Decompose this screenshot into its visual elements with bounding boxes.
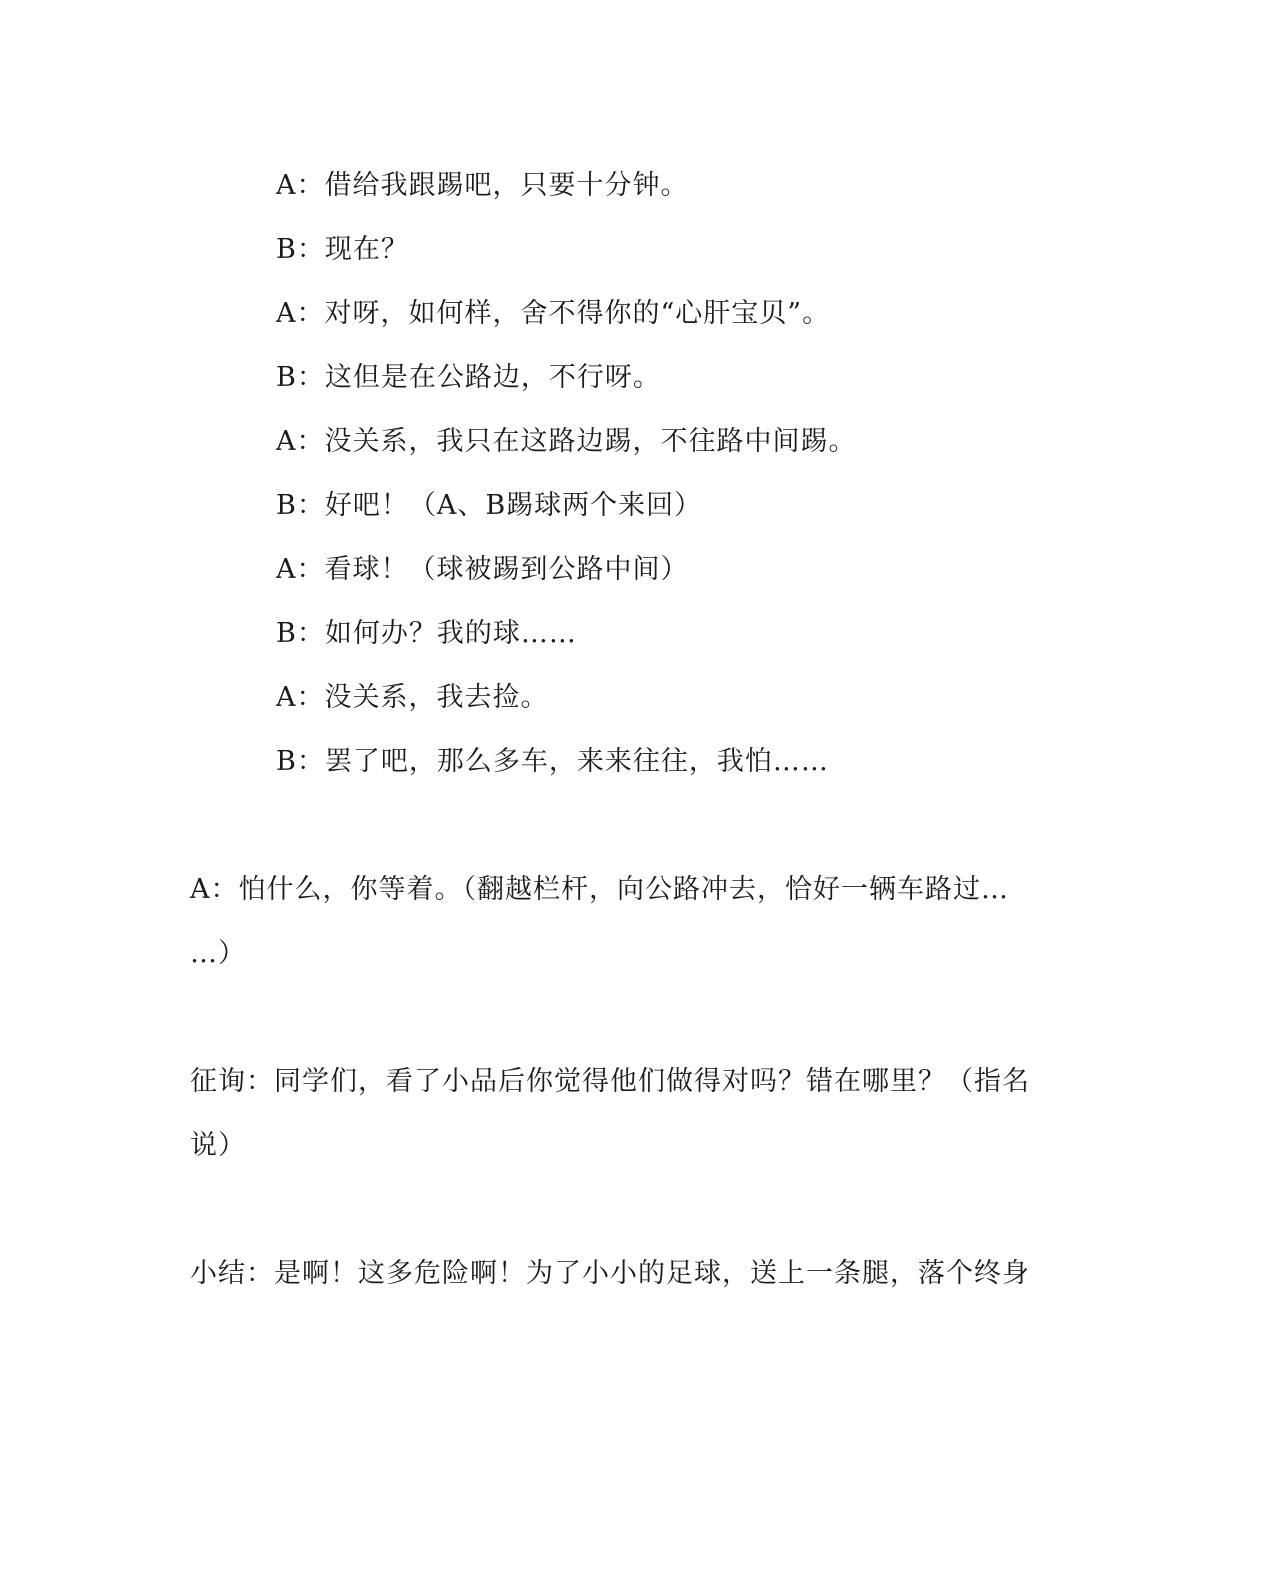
narration-line-2: …） — [190, 938, 246, 969]
dialogue-line: B：如何办？我的球…… — [276, 618, 577, 649]
dialogue-line: B：好吧！（A、B踢球两个来回） — [276, 490, 703, 521]
dialogue-line: A：没关系，我去捡。 — [276, 682, 549, 713]
dialogue-line: A：借给我跟踢吧，只要十分钟。 — [276, 170, 689, 201]
question-line-1: 征询：同学们，看了小品后你觉得他们做得对吗？错在哪里？（指名 — [190, 1066, 1030, 1097]
dialogue-line: B：现在？ — [276, 234, 409, 265]
question-line-2: 说） — [190, 1130, 246, 1161]
dialogue-line: A：对呀，如何样，舍不得你的“心肝宝贝”。 — [276, 298, 831, 329]
summary-line-1: 小结：是啊！这多危险啊！为了小小的足球，送上一条腿，落个终身 — [190, 1258, 1030, 1289]
dialogue-line: B：罢了吧，那么多车，来来往往，我怕…… — [276, 746, 829, 777]
narration-line-1: A：怕什么，你等着。（翻越栏杆，向公路冲去，恰好一辆车路过… — [190, 874, 1009, 905]
dialogue-line: A：没关系，我只在这路边踢，不往路中间踢。 — [276, 426, 857, 457]
dialogue-line: B：这但是在公路边，不行呀。 — [276, 362, 661, 393]
dialogue-line: A：看球！（球被踢到公路中间） — [276, 554, 689, 585]
